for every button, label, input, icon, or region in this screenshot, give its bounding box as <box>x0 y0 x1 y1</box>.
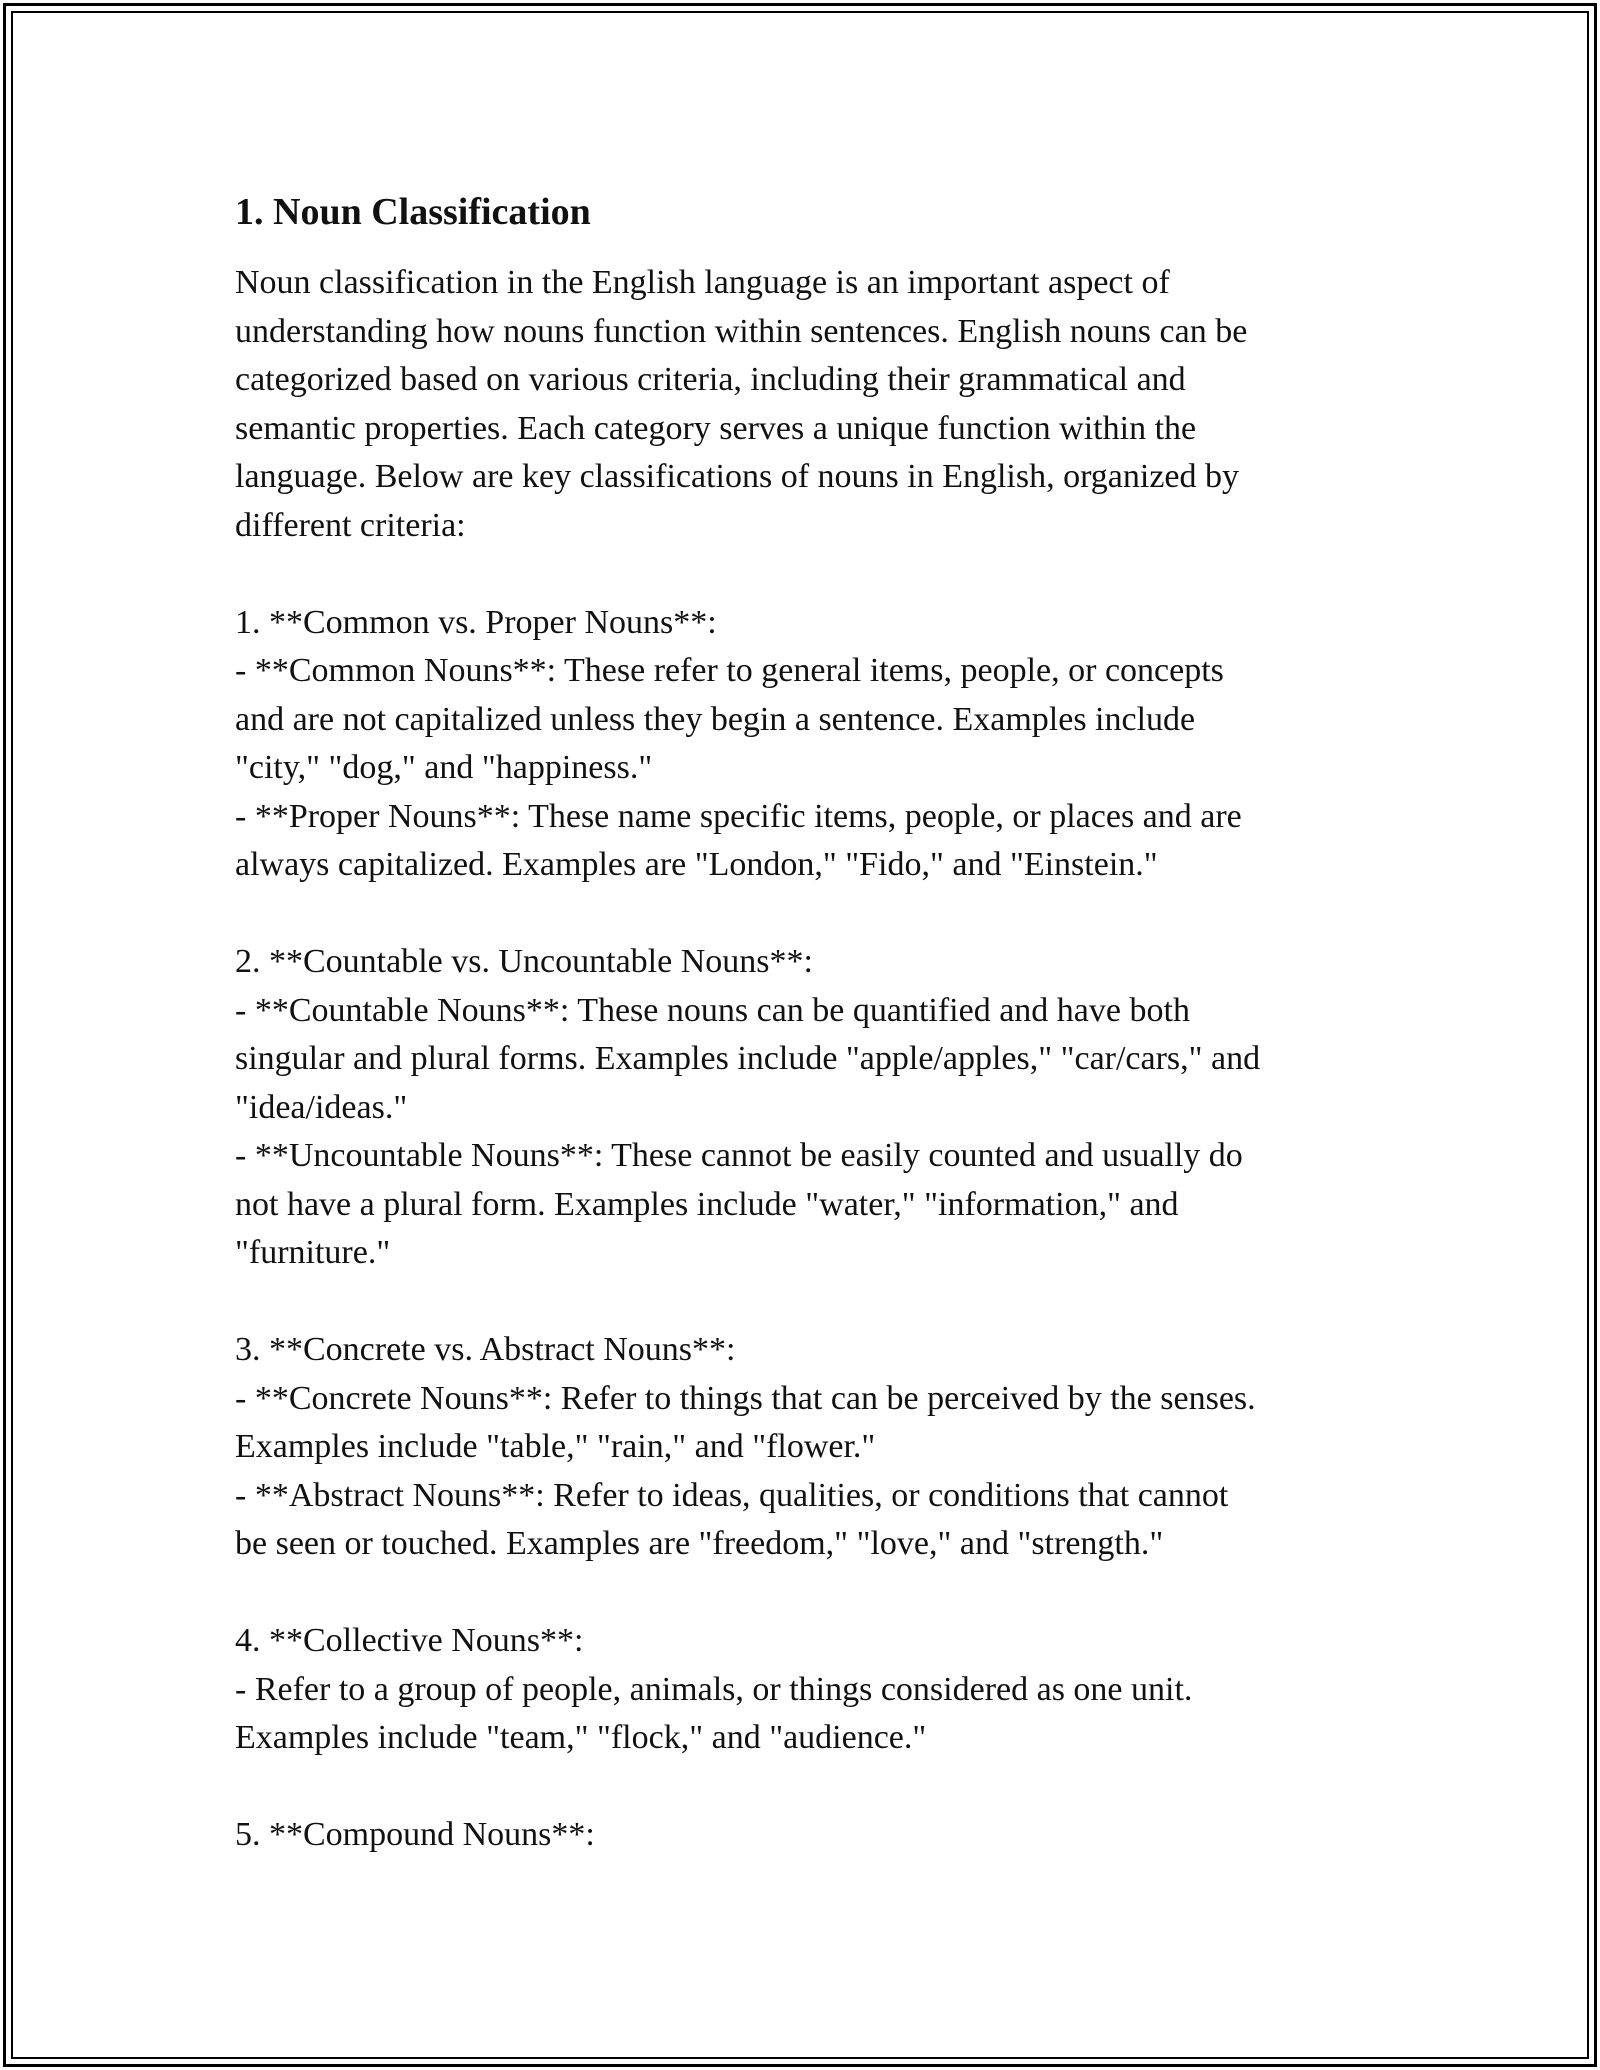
document-content <box>235 186 1375 1860</box>
section-title: 1. Noun Classification <box>235 191 591 233</box>
body-text: Noun classification in the English language is an important aspect of understanding how nouns function within sentences. English nouns can be categorized based on various criteria, including their grammatical and semantic properties. Each category serves a unique function within the language. Below are key classifications of nouns in English, organized by different criteria: 1. **Common vs. Proper Nouns**: - **Common Nouns**: These refer to general items, people, or concepts and are not capitalized unless they begin a sentence. Examples include "city," "dog," and "happiness." - **Proper Nouns**: These name specific items, people, or places and are always capitalized. Examples are "London," "Fido," and "Einstein." 2. **Countable vs. Uncountable Nouns**: - **Countable Nouns**: These nouns can be quantified and have both singular and plural forms. Examples include "apple/apples," "car/cars," and "idea/ideas." - **Uncountable Nouns**: These cannot be easily counted and usually do not have a plural form. Examples include "water," "information," and "furniture." 3. **Concrete vs. Abstract Nouns**: - **Concrete Nouns**: Refer to things that can be perceived by the senses. Examples include "table," "rain," and "flower." - **Abstract Nouns**: Refer to ideas, qualities, or conditions that cannot be seen or touched. Examples are "freedom," "love," and "strength." 4. **Collective Nouns**: - Refer to a group of people, animals, or things considered as one unit. Examples include "team," "flock," and "audience." 5. **Compound Nouns**: <box>235 264 1261 1853</box>
